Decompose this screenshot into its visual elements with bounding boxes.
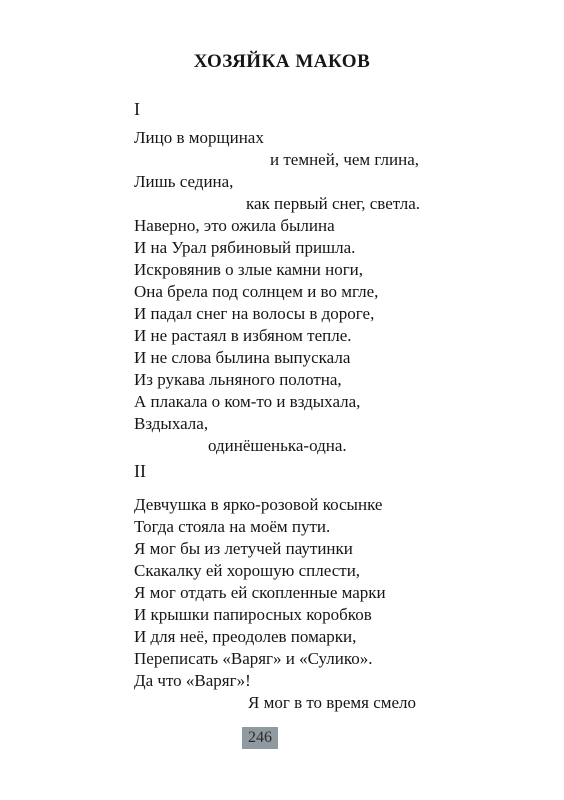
verse-line: И на Урал рябиновый пришла. bbox=[134, 238, 356, 257]
section-numeral-1: I bbox=[134, 99, 140, 119]
verse-line: Да что «Варяг»! bbox=[134, 671, 251, 690]
verse-line: Вздыхала, bbox=[134, 414, 209, 433]
verse-line: одинёшенька-одна. bbox=[208, 436, 347, 455]
verse-line: Она брела под солнцем и во мгле, bbox=[134, 282, 379, 301]
verse-line: и темней, чем глина, bbox=[270, 150, 420, 169]
verse-line: Переписать «Варяг» и «Сулико». bbox=[134, 649, 373, 668]
verse-line: Скакалку ей хорошую сплести, bbox=[134, 561, 361, 580]
verse-line: Я мог в то время смело bbox=[248, 693, 417, 712]
verse-line: как первый снег, светла. bbox=[246, 194, 421, 213]
section-1-verse bbox=[134, 127, 534, 457]
verse-line: Лицо в морщинах bbox=[134, 128, 264, 147]
verse-line: Я мог отдать ей скопленные марки bbox=[134, 583, 386, 602]
verse-line: Я мог бы из летучей паутинки bbox=[134, 539, 353, 558]
verse-line: И крышки папиросных коробков bbox=[134, 605, 372, 624]
verse-line: Лишь седина, bbox=[134, 172, 234, 191]
verse-line: Наверно, это ожила былина bbox=[134, 216, 335, 235]
verse-line: И падал снег на волосы в дороге, bbox=[134, 304, 375, 323]
verse-line: А плакала о ком-то и вздыхала, bbox=[134, 392, 361, 411]
verse-line: И не слова былина выпускала bbox=[134, 348, 351, 367]
verse-line: Из рукава льняного полотна, bbox=[134, 370, 342, 389]
section-numeral-2: II bbox=[134, 461, 146, 481]
verse-line: Тогда стояла на моём пути. bbox=[134, 517, 331, 536]
section-2-verse bbox=[134, 494, 534, 714]
verse-line: И для неё, преодолев помарки, bbox=[134, 627, 357, 646]
poem-title: ХОЗЯЙКА МАКОВ bbox=[193, 51, 371, 72]
verse-line: Искровянив о злые камни ноги, bbox=[134, 260, 364, 279]
verse-line: И не растаял в избяном тепле. bbox=[134, 326, 352, 345]
verse-line: Девчушка в ярко-розовой косынке bbox=[134, 495, 383, 514]
page-number: 246 bbox=[242, 727, 278, 749]
